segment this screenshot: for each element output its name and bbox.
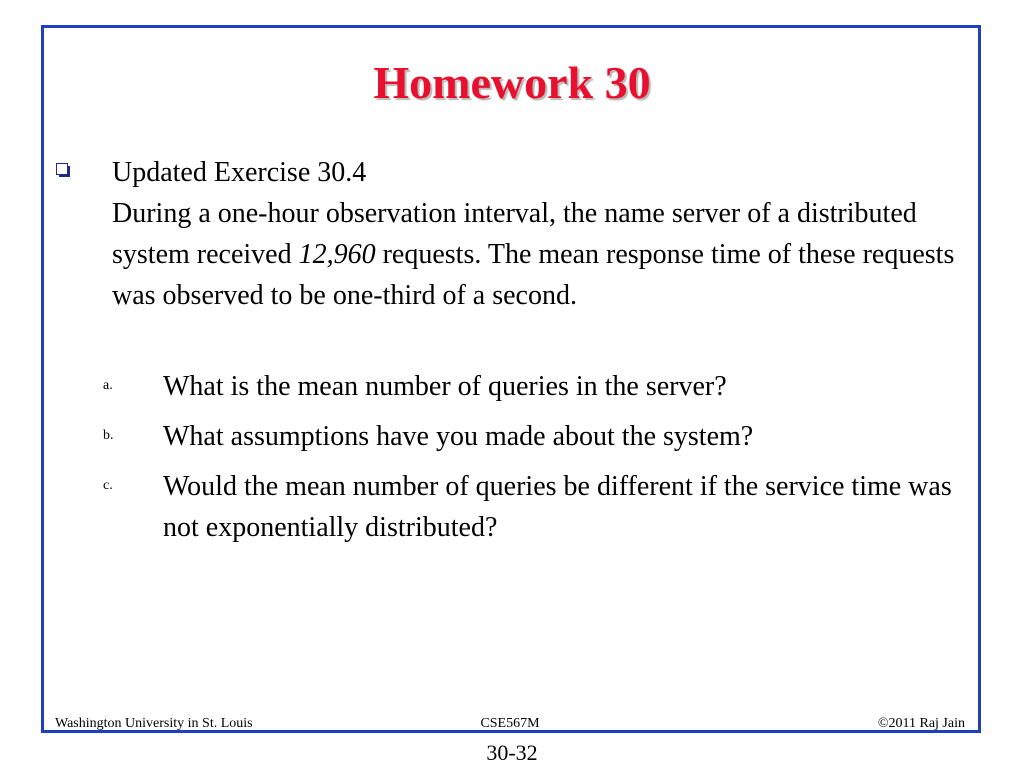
question-item (100, 366, 960, 407)
question-list (100, 366, 960, 557)
question-text: What assumptions have you made about the system? (163, 421, 754, 452)
question-label: a. (103, 378, 113, 393)
question-item (100, 416, 960, 457)
question-text: Would the mean number of queries be different if the service time was not exponentially distributed? (163, 471, 952, 543)
exercise-body-before: During a one-hour observation interval, the name server of a distributed system received (112, 198, 917, 270)
page-number: 30-32 (486, 740, 538, 765)
question-item (100, 466, 960, 548)
footer-institution: Washington University in St. Louis (55, 716, 253, 731)
square-bullet-icon (56, 163, 70, 177)
question-text: What is the mean number of queries in the server? (163, 371, 727, 402)
bullet-box (56, 163, 68, 175)
question-label: c. (103, 478, 113, 493)
slide-footer (55, 715, 965, 733)
exercise-body (112, 193, 962, 316)
request-count: 12,960 (298, 239, 376, 270)
footer-copyright: ©2011 Raj Jain (877, 716, 965, 731)
slide-title: Homework 30 (373, 57, 651, 108)
exercise-heading: Updated Exercise 30.4 (112, 157, 367, 188)
exercise-body-after: requests. The mean response time of these requests was observed to be one-third of a second. (112, 239, 955, 311)
exercise-block (112, 152, 962, 316)
question-label: b. (103, 428, 114, 443)
footer-course: CSE567M (480, 716, 540, 731)
